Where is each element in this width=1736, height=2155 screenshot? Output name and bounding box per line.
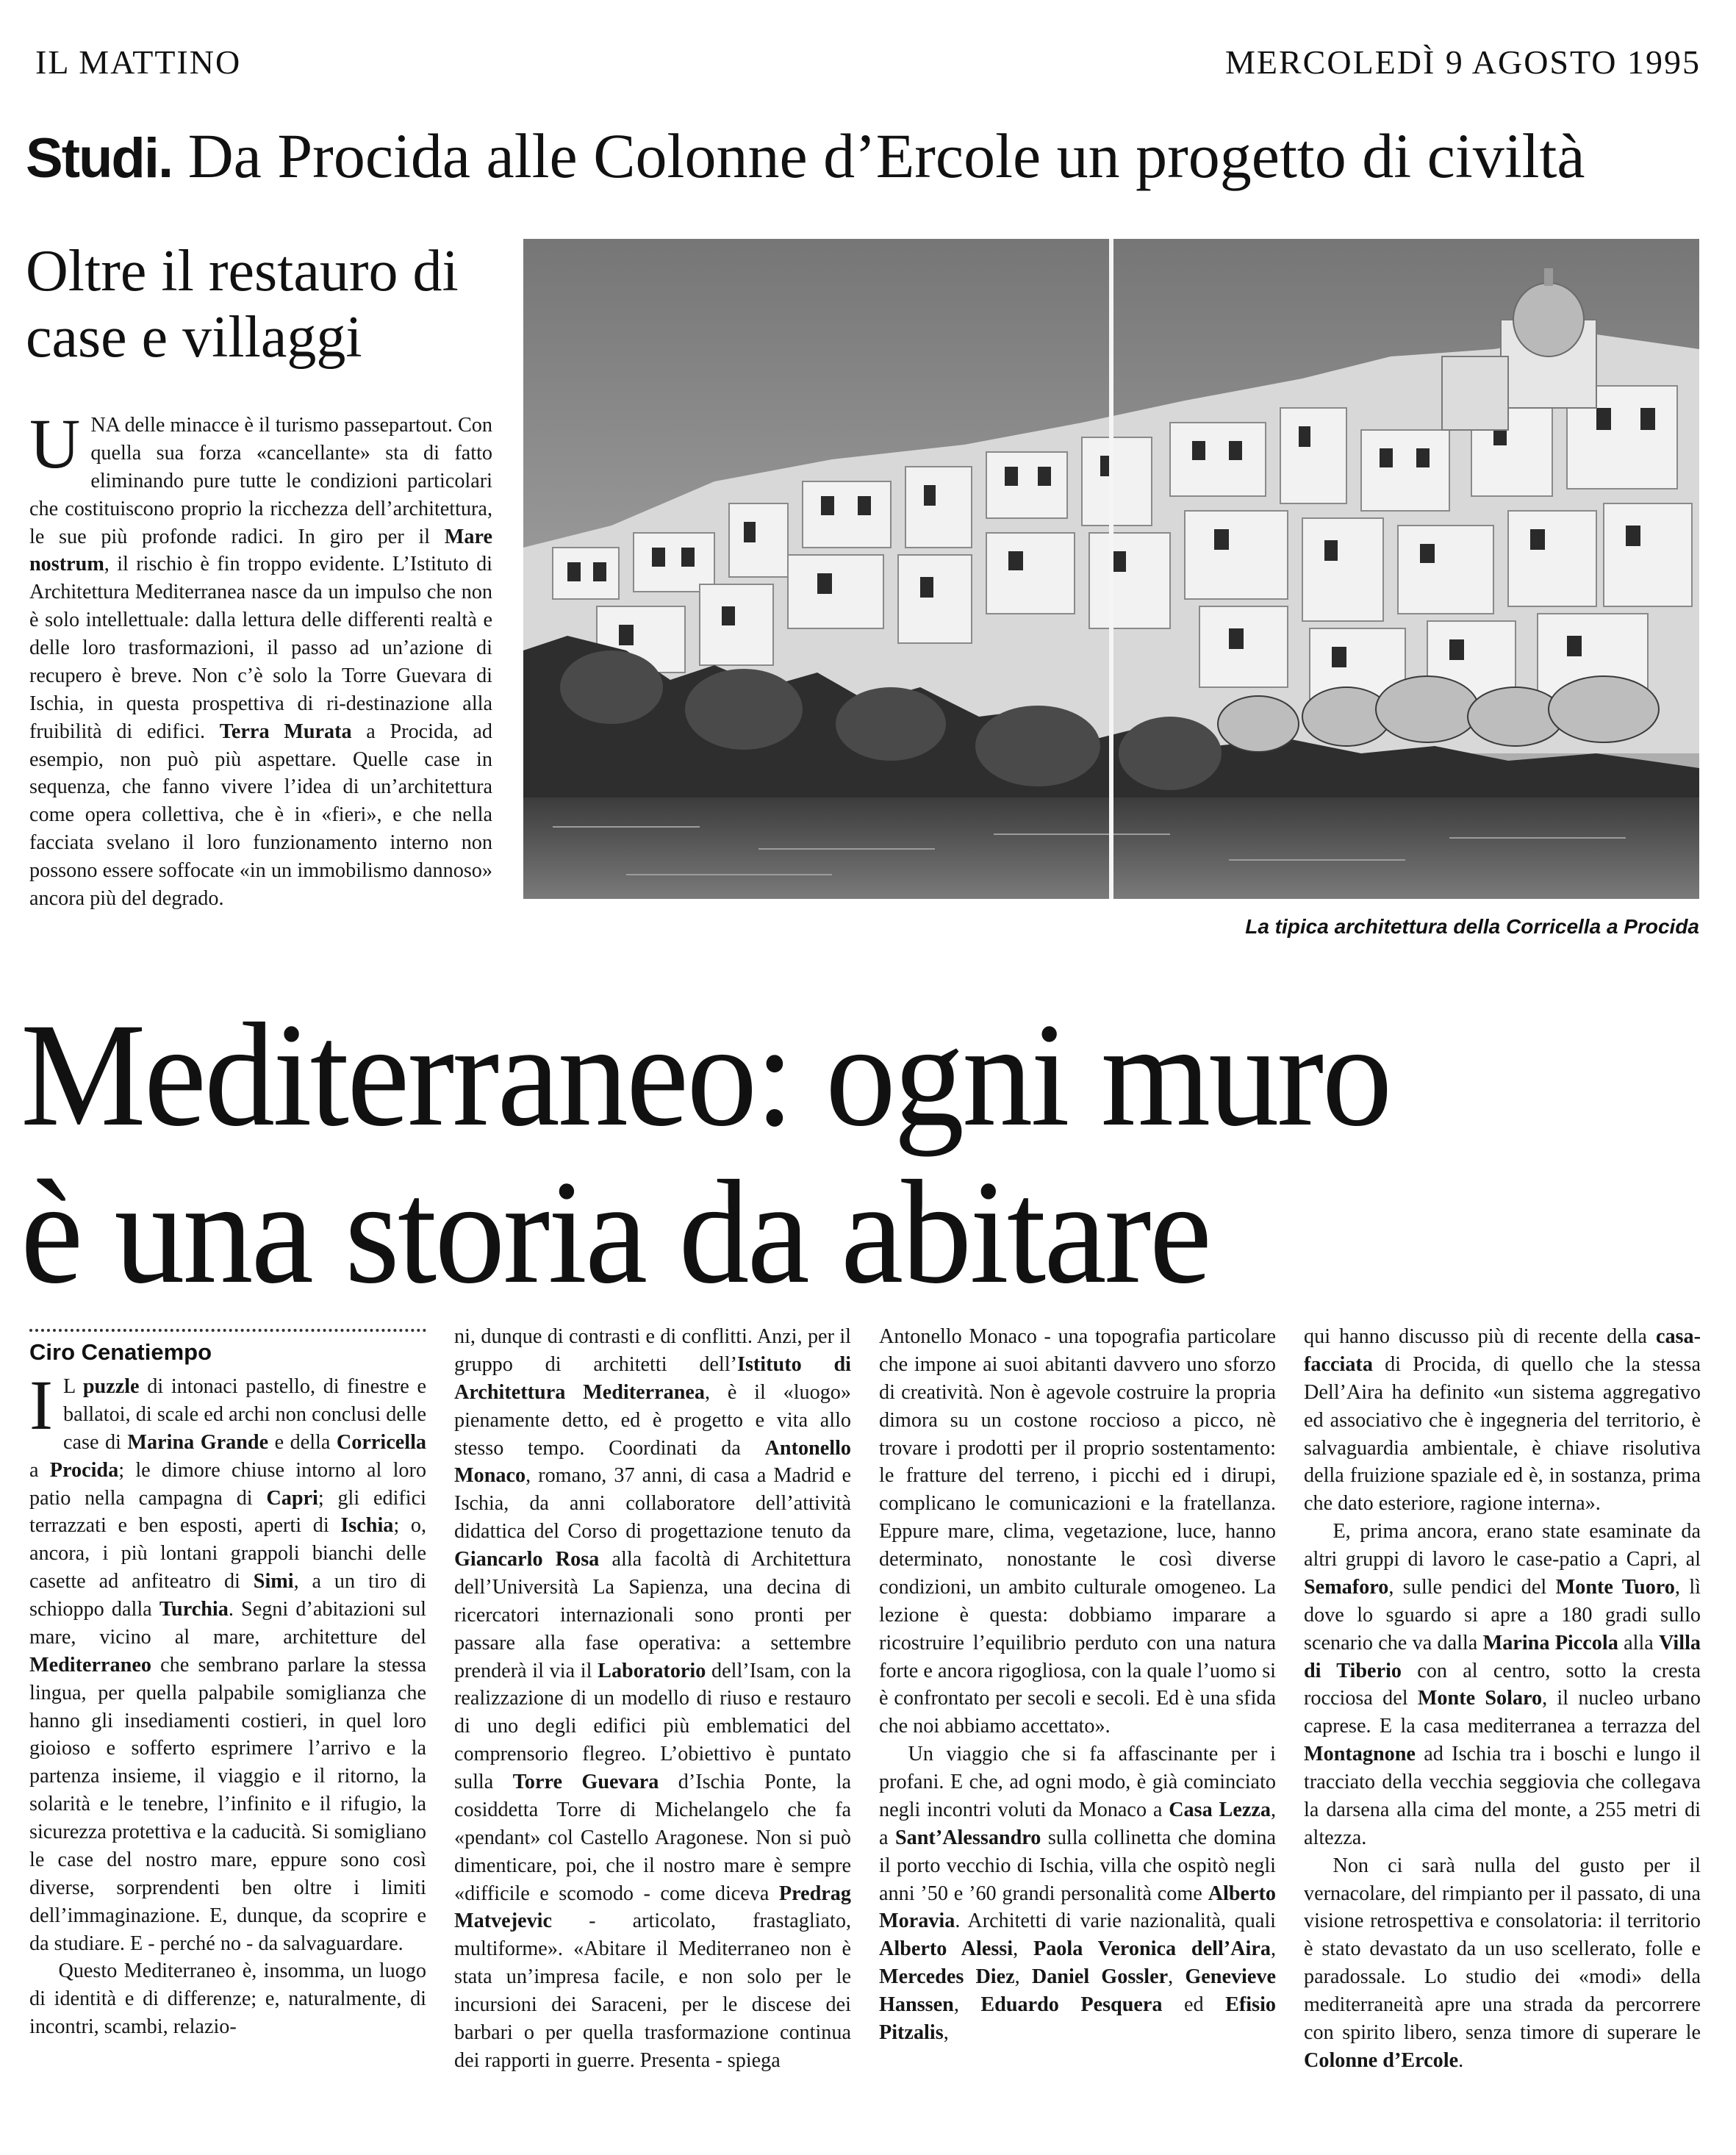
bold-name: Capri <box>266 1486 318 1510</box>
main-headline <box>21 992 1640 1315</box>
text-run: , <box>1013 1937 1033 1961</box>
text-run: ; gli edifici terrazzati e ben esposti, aperti di <box>29 1486 426 1538</box>
bold-name: Sant’Alessandro <box>894 1826 1041 1849</box>
main-headline-line-1: Mediterraneo: ogni muro <box>21 992 1391 1157</box>
bold-name: Colonne d’Ercole <box>1304 2048 1459 2072</box>
kicker-text: Da Procida alle Colonne d’Ercole un progetto di civiltà <box>187 121 1585 191</box>
bold-name: Giancarlo Rosa <box>454 1548 600 1571</box>
paragraph <box>454 1323 851 2075</box>
text-run: alla facoltà di Architettura dell’Università La Sapienza, una decina di ricercatori internazionali sono pronti per passare alla fase operativa: a settembre prenderà il via il <box>454 1548 851 1682</box>
bold-name: puzzle <box>82 1375 140 1398</box>
text-run: ed <box>1162 1993 1226 2016</box>
text-run: che sembrano parlare la stessa lingua, per quella palpabile somiglianza che hanno gli insediamenti costieri, in quel loro gioioso e sofferto esprimere l’arrivo e la partenza insieme, il viaggio e il ritorno, la solarità e le tenebre, l’infinito e il rifugio, la sicurezza protettiva e la caducità. Si somigliano le case del nostro mare, eppure sono così diverse, sorprendenti ben oltre i limiti dell’immaginazione. E, dunque, da scoprire e da studiare. E - perché no - da salvaguardare. <box>29 1653 426 1955</box>
text-run: ; o, ancora, i più lontani grappoli bianchi delle casette ad anfiteatro di <box>29 1514 426 1593</box>
bold-name: Laboratorio <box>598 1659 706 1682</box>
text-run: ni, dunque di contrasti e di conflitti. Anzi, per il gruppo di architetti dell’ <box>454 1325 851 1376</box>
bold-name: Antonello Monaco <box>454 1436 851 1488</box>
text-run: , sulle pendici del <box>1388 1575 1556 1599</box>
bold-name: Procida <box>49 1458 119 1482</box>
text-run: , <box>953 1993 981 2016</box>
text-run: , il rischio è fin troppo evidente. L’Istituto di Architettura Mediterranea nasce da un impulso che non è solo intellettuale: dalla lettura delle differenti realtà e delle loro trasformazioni, il passo ad un’azione di recupero è breve. Non c’è solo la Torre Guevara di Ischia, in questa prospettiva di ri-destinazione alla fruibilità di edifici. <box>29 553 492 743</box>
bold-name: Alberto Alessi <box>879 1937 1014 1961</box>
sidebar-subheadline: Oltre il restauro di case e villaggi <box>26 239 459 370</box>
text-run: , romano, 37 anni, di casa a Madrid e Ischia, da anni collaboratore dell’attività didattica del Corso di progettazione tenuto da <box>454 1464 851 1543</box>
text-run: a <box>29 1458 50 1482</box>
text-run: dell’Isam, con la realizzazione di un modello di riuso e restauro di uno degli edifici più emblematici del comprensorio flegreo. L’obiettivo è puntato sulla <box>454 1659 851 1793</box>
byline-rule <box>29 1329 426 1332</box>
bold-name: Villa di Tiberio <box>1304 1631 1701 1682</box>
bold-name: casa-facciata <box>1304 1325 1701 1376</box>
text-run: , <box>1270 1937 1277 1961</box>
bold-name: Paola Veronica dell’Aira <box>1033 1937 1271 1961</box>
text-run: . Segni d’abitazioni sul mare, vicino al mare, architetture del <box>29 1598 426 1649</box>
text-run: NA delle minacce è il turismo passepartout. Con quella sua forza «cancellante» sta di fatto eliminando pure tutte le condizioni particolari che costituiscono proprio la ricchezza dell’architettura, le sue più profonde radici. In giro per il <box>29 414 492 548</box>
issue-date: MERCOLEDÌ 9 AGOSTO 1995 <box>1224 43 1701 81</box>
paragraph <box>1304 1518 1701 1852</box>
bold-name: Istituto di Architettura Mediterranea <box>454 1352 851 1404</box>
text-run: qui hanno discusso più di recente della <box>1304 1325 1656 1348</box>
paragraph <box>29 1366 427 1957</box>
bold-name: Daniel Gossler <box>1031 1965 1169 1989</box>
text-run: , è il «luogo» pienamente detto, ed è progetto e vita allo stesso tempo. Coordinati da <box>454 1380 851 1460</box>
text-run: d’Ischia Ponte, la cosiddetta Torre di Michelangelo che fa «pendant» col Castello Aragonese. Non si può dimenticare, poi, che il nostro mare è sempre «difficile e scomodo - come diceva <box>454 1771 851 1905</box>
text-run: , il nucleo urbano caprese. E la casa mediterranea a terrazza del <box>1304 1687 1701 1738</box>
paragraph <box>29 404 492 913</box>
sidebar-article-text <box>29 404 492 913</box>
text-run: sulla collinetta che domina il porto vecchio di Ischia, villa che ospitò negli anni ’50 e ’60 grandi personalità come <box>879 1826 1277 1905</box>
bold-name: Mare nostrum <box>29 525 492 576</box>
bold-name: Predrag Matvejevic <box>454 1882 851 1933</box>
text-run: Antonello Monaco - una topografia particolare che impone ai suoi abitanti davvero uno sforzo di creatività. Non è agevole costruire la propria dimora su un costone roccioso a picco, nè trovare i prodotti per il proprio sostentamento: le fratture del terreno, i picchi ed i dirupi, complicano le comunicazioni e la fratellanza. Eppure mare, clima, vegetazione, luce, hanno determinato, nonostante le così diverse condizioni, un ambito culturale omogeneo. La lezione è questa: dobbiamo imparare a ricostruire l’equilibrio perduto con una natura forte e ancora rigogliosa, con la quale l’uomo si è confrontato per secoli e secoli. Ed è una sfida che noi abbiamo accettato». <box>879 1325 1276 1738</box>
text-run: , lì dove lo sguardo si apre a 180 gradi sullo scenario che va dalla <box>1304 1575 1701 1654</box>
kicker-headline <box>26 121 1716 191</box>
bold-name: Mediterraneo <box>29 1653 151 1677</box>
bold-name: Turchia <box>159 1598 229 1621</box>
text-run: ad Ischia tra i boschi e lungo il tracciato della vecchia seggiovia che collegava la darsena alla cima del monte, a 255 metri di altezza. <box>1304 1743 1701 1849</box>
paragraph <box>879 1740 1276 2047</box>
sidebar-paragraphs <box>29 404 492 913</box>
text-run: Questo Mediterraneo è, insomma, un luogo di identità e di differenze; e, naturalmente, di incontri, scambi, relazio- <box>29 1959 426 2039</box>
article-column-4 <box>1304 1323 1701 2075</box>
article-column-1-text <box>29 1366 427 2041</box>
text-run: Non ci sarà nulla del gusto per il vernacolare, del rimpianto per il passato, di una visione retrospettiva e consolatoria: il territorio è stato devastato da un uso scellerato, folle e paradossale. Lo studio dei «modi» della mediterraneità apre una strada da percorrere con spirito libero, senza timore di superare le <box>1304 1854 1701 2044</box>
bold-name: Monte Solaro <box>1417 1687 1543 1710</box>
text-run: . Architetti di varie nazionalità, quali <box>955 1910 1276 1933</box>
text-run: - articolato, frastagliato, multiforme». «Abitare il Mediterraneo non è stata un’impresa facile, e non solo per le incursioni dei Saraceni, per le discese dei barbari o per quella trasformazione continua dei rapporti in guerre. Presenta - spiega <box>454 1910 851 2072</box>
text-run: , a <box>879 1798 1276 1849</box>
text-run: e della <box>268 1430 337 1454</box>
bold-name: Monte Tuoro <box>1555 1575 1675 1599</box>
text-run: con al centro, sotto la cresta rocciosa del <box>1304 1659 1701 1710</box>
bold-name: Alberto Moravia <box>879 1882 1276 1933</box>
sidebar-dropcap: U <box>29 404 81 483</box>
text-run: . <box>1458 2048 1464 2072</box>
bold-name: Mercedes Diez <box>879 1965 1015 1989</box>
newspaper-name: IL MATTINO <box>35 43 242 81</box>
paragraph <box>1304 1852 1701 2075</box>
text-run: E, prima ancora, erano state esaminate da altri gruppi di lavoro le case-patio a Capri, al <box>1304 1520 1701 1571</box>
bold-name: Simi <box>253 1570 294 1593</box>
kicker-tag: Studi. <box>26 127 173 190</box>
article-dropcap: I <box>29 1366 53 1444</box>
bold-name: Efisio Pitzalis <box>879 1993 1277 2044</box>
article-column-3 <box>879 1323 1276 2047</box>
paragraph <box>879 1323 1276 1740</box>
byline: Ciro Cenatiempo <box>29 1339 212 1365</box>
photo-corricella-procida <box>523 239 1699 899</box>
paragraph <box>1304 1323 1701 1518</box>
bold-name: Marina Piccola <box>1482 1631 1618 1654</box>
text-run: , <box>1014 1965 1032 1989</box>
text-run: alla <box>1618 1631 1660 1654</box>
bold-name: Genevieve Hanssen <box>879 1965 1276 2016</box>
text-run: a Procida, ad esempio, non può più aspettare. Quelle case in sequenza, che fanno vivere l’idea di un’architettura come opera collettiva, che è in «fieri», e che nella facciata svelano il loro funzionamento interno non possono essere soffocate «in un immobilismo dannoso» ancora più del degrado. <box>29 720 492 910</box>
paragraph <box>29 1957 426 2041</box>
text-run: L <box>62 1375 83 1398</box>
bold-name: Eduardo Pesquera <box>980 1993 1163 2016</box>
bold-name: Semaforo <box>1304 1575 1389 1599</box>
article-column-2 <box>454 1323 851 2075</box>
text-run: di Procida, di quello che la stessa Dell’Aira ha definito «un sistema aggregativo ed associativo che è ingegneria del territorio, è salvaguardia ambientale, è chiave risolutiva della fruizione spaziale ed è, in sostanza, prima che dato esteriore, ragione interna». <box>1304 1352 1701 1516</box>
text-run: ; le dimore chiuse intorno al loro patio nella campagna di <box>29 1458 426 1510</box>
bold-name: Terra Murata <box>219 720 352 743</box>
bold-name: Ischia <box>340 1514 394 1538</box>
bold-name: Corricella <box>336 1430 426 1454</box>
text-run: Un viaggio che si fa affascinante per i profani. E che, ad ogni modo, è già cominciato negli incontri voluti da Monaco a <box>879 1743 1276 1821</box>
text-run: di intonaci pastello, di finestre e ballatoi, di scale ed archi non conclusi delle case di <box>62 1375 427 1454</box>
photo-caption: La tipica architettura della Corricella a Procida <box>1245 915 1699 938</box>
bold-name: Marina Grande <box>127 1430 269 1454</box>
main-headline-line-2: è una storia da abitare <box>21 1150 1210 1315</box>
text-run: , <box>943 2020 949 2044</box>
text-run: , <box>1168 1965 1186 1989</box>
bold-name: Casa Lezza <box>1169 1798 1271 1821</box>
photo-illustration <box>523 239 1699 899</box>
bold-name: Montagnone <box>1304 1743 1416 1766</box>
bold-name: Torre Guevara <box>512 1771 659 1793</box>
article-column-1 <box>29 1366 427 2041</box>
text-run: , a un tiro di schioppo dalla <box>29 1570 426 1621</box>
